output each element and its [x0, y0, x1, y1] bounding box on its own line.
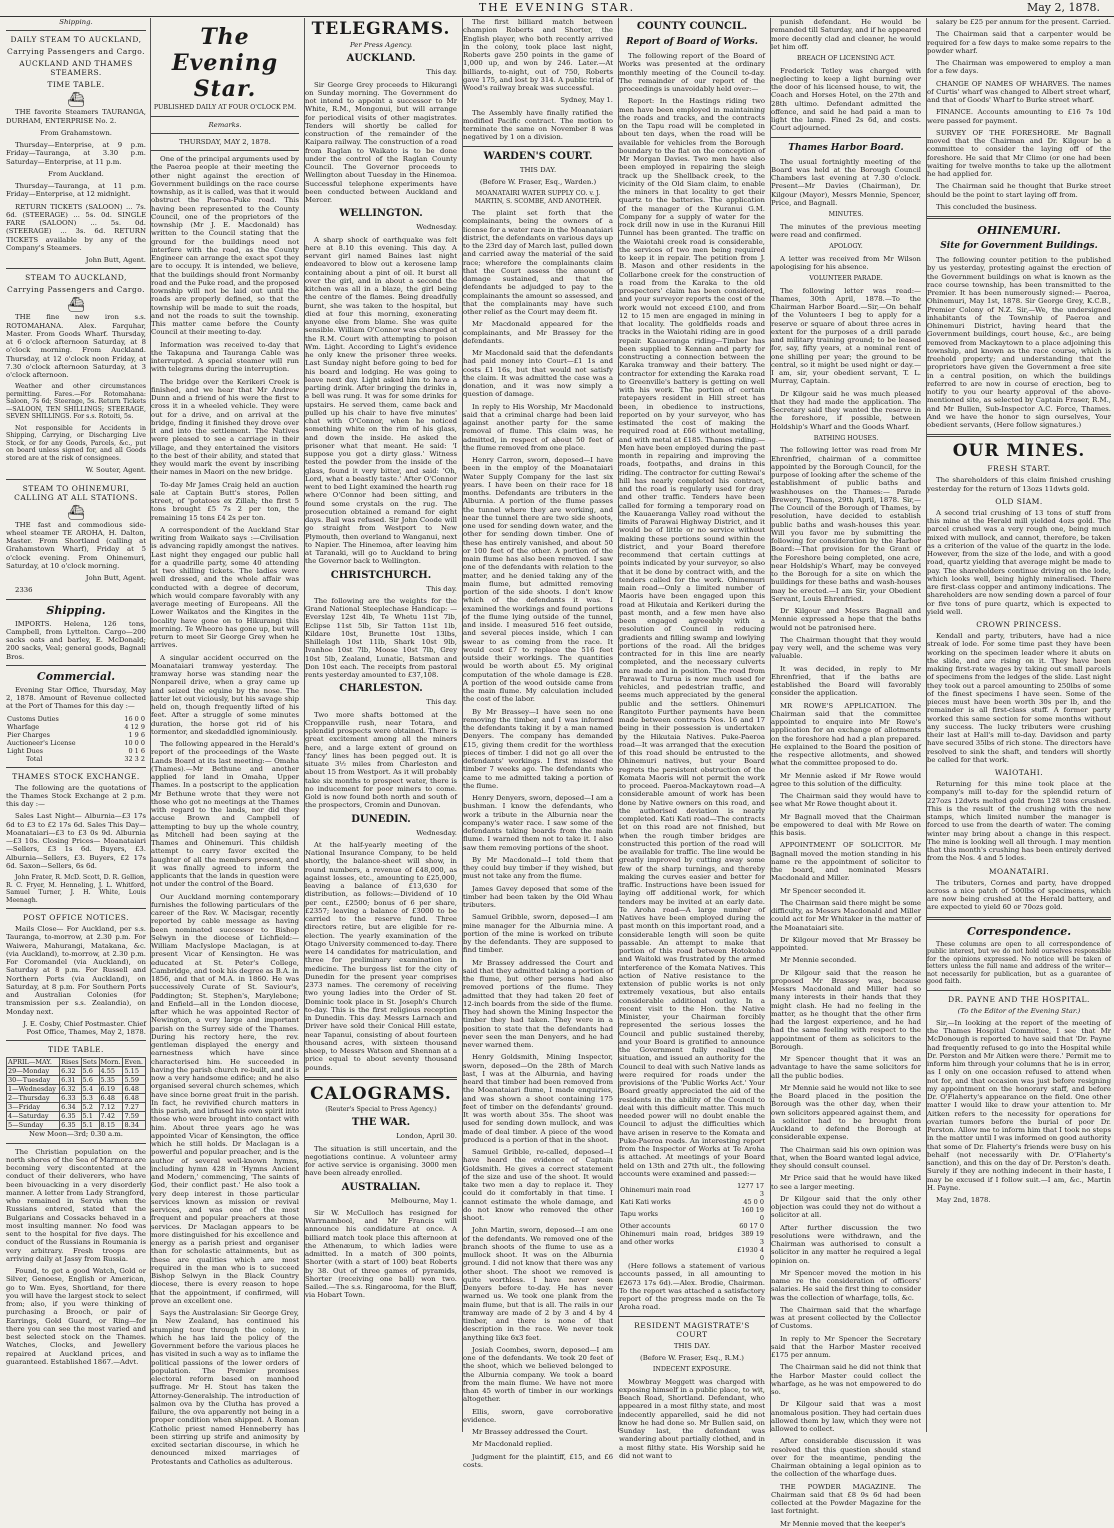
correspondence-heading: Correspondence.	[966, 924, 1072, 938]
mine-text: The shareholders of this claim finished crushing yesterday for the return of 13ozs 11dwts gold.	[927, 476, 1111, 493]
steamer-icon: ⛴	[67, 92, 85, 109]
tide-row	[7, 1085, 146, 1094]
tide-cell: 5.2	[81, 1103, 99, 1112]
page-header	[0, 0, 1114, 17]
ad3-title: STEAM TO AUCKLAND,	[25, 273, 127, 283]
sydney: Sydney, May 1.	[560, 96, 613, 105]
sites-text: The following counter petition to the published by us yesterday, protesting against the erection of the Government buildings on what is known as the race course township, has been transmitted to the Premier. It has been numerously signed:— Paeroa, Ohinemuri, May 1st, 1878. Sir George Grey, K.C.B., Premier Colony of N.Z. Sir,—We, the undersigned inhabitants of the Township of Paeroa and Ohinemuri District, having heard that the Government buildings, court house, &c., are being removed from Mackaytown to a place adjoining this township, and known as the race course, which is freehold property; and understanding that the proprietors have given the Government a free site in a central position, on which the buildings referred to are now in course of erection, beg to notify to you our hearty approval of the above-mentioned site, as selected by Captain Fraser, R.M., and Mr Bullen, Sub-Inspector A.C. Force, Thames. And we have the honor to sign ourselves, Your obedient servants, (Here follow signatures.)	[927, 256, 1111, 429]
telegram-text: The following are the weights for the Grand National Steeplechase Handicap: —Everslay 12st 4lb, Te Whetu 11st 7lb, Eclipse 11st 5lb, Sir Tatton 11st 1lb, Kildare 10st, Brunette 10st 13lbs, Shillelagh 10st 11lb, Shark 10st 9lb, Ivanhoe 10st 7lb, Moose 10st 7lb, Grey 10st 5lb, Zealand, Lunatic, Batsman and Don 10st each. The receipts from pastoral rents yesterday amounted to £37,108.	[305, 596, 457, 679]
telegram-text: At the half-yearly meeting of the National Insurance Company, to be held shortly, the balance-sheet will show, in round numbers, a revenue of £48,000, as against losses, etc., amounting to £25,000, leaving a balance of £13,630 for distribution, as follows:—Dividend of 10 per cent., £2500; bonus of 6 per share, £2357; leaving a balance of £3000 to be carried to the reserve fund. Three directors retire, but are eligible for re-election. The yearly examination of the Otago University commenced to-day. There were 14 candidates for matriculation, and three for preliminary examination in medicine. The burgess list for the city of Dunedin for the present year comprises 2373 names. The ceremony of receiving two young ladies into the Order of St. Dominic took place in St. Joseph's Church to-day. This is the first religious reception in Dunedin. This day. Messrs Larnach and Driver have sold their Conical Hill estate, near Tapanui, consisting of about fourteen thousand acres, with sixteen thousand sheep, to Messrs Watson and Shennan at a price equal to about seventy thousand pounds.	[305, 840, 457, 1072]
ad3-body: THE fine new iron s.s. ROTOMAHANA. Alex. Farquhar, Master. From Goods Wharf. Thursday, at 6 o'clock afternoon Saturday, at 8 o'clock morning. From Auckland. Thursday, at 12 o'clock noon Friday, at 7.30 o'clock afternoon Saturday, at 3 o'clock afternoon.	[6, 313, 146, 379]
leader-paragraph: The bridge over the Kerikeri Creek is finished, and we hear that Mr Andrew Dunn and a friend of his were the first to cross it in a wheeled vehicle. They were out for a drive, and on arrival at the bridge, finding it finished they drove over it and into the settlement. The Natives were pleased to see a carriage in their village, and they entertained the visitors to the best of their ability, and stated that they would mark the event by inscribing their names in Maori on the new bridge.	[151, 377, 299, 477]
header-title: THE EVENING STAR.	[478, 1, 636, 14]
council-paragraph: Report: In the Hastings riding two men have been employed in maintaining the roads and tracks, and the contracts on the Tapu road will be completed in about ten days, when the road will be available for vehicles from the Borough boundary to the flat on the conception of Mr Morgan Davies. Two men have also been employed in repairing the sleigh track up the Shellback creek, to the vicinity of the Old Siam claim, to enable the miners in that locality to get their quartz to the batteries. The application of the manager of the Kuranui G.M. Company for a supply of water for the rock drill now in use in the Kuranui Hill Tunnel has been granted. The traffic on the Waiotahi creek road is considerable, the services of two men being required to keep it in repair. The petition from J. B. Mason and other residents in the Collarbone creek for the construction of a road from the Karaka to the old prospectors' claim has been considered, and your surveyor reports the cost of the work would not exceed £100, and from 12 to 15 men are engaged in mining in that locality. The goldfields roads and tracks in the Waiotahi riding are in good repair. Kauaeranga riding—Timber has been supplied to Kennan and party for constructing a connection between the Karaka tramway and their battery. The contractor for extending the Karaka road to Greenville's battery is getting on well with his work. The portion of certain ratepayers resident in Hill street has been, in obedience to instructions, reported on by your surveyor, who has estimated the cost of making the required road at £66 without metalling, and with metal at £185. Thames riding.—Men have been employed during the past month in repairing and improving the roads, footpaths, and drains in this riding. The contractor for cutting Rewai's hill has nearly completed his contract, and the road is regularly used for dray and other traffic. Tenders have been called for forming a temporary road on the Kauaeranga Valley road without the limits of Parawai Highway District, and it would be of little or no service without making these portions sound within the district, and your Board therefore recommend that certain cuttings at points indicated by your surveyor, so also that it be done by contract with, and the tenders called for the work. Ohinemuri main road—Only a limited number of Maoris have been engaged upon this road at Hikutaia and Kerikeri during the past month, and a few men have also been engaged agreeably with a resolution of Council in reducing gradients and filling swamp and lowlying portions of the road. All the bridges contracted for in this line are nearly completed, and the necessary culverts are made and in position. The road from Parawai to Turua is now much used for vehicles, and pedestrian traffic, and seems much appreciated by the general public and the settlers. Ohinemuri Rangitoto Further payments have been made between contracts Nos. 16 and 17 being in their possession is undertaken by the Hikutaia Natives. Puke-Paeroa road—It was arranged that the execution of this road should be entrusted to the Ohinemuri natives, but your Board regrets the persistent obstruction of the Komata Maoris will not permit the work to proceed. Paeroa-Mackaytown road—A considerable amount of work has been done by Native owners on this road, and the authorised deviation is nearly completed. Kati Kati road—The contracts let on this road are not finished, but when the rough timber bridges are constructed this portion of the road will be available for traffic. The line would be greatly improved by cutting away some few of the sharp turnings, and thereby making the curves easier and better for traffic. Instructions have been issued for laying off additional work, for which tenders may be invited at an early date. Te Aroha road—A large number of Natives have been employed during the past month on this important road, and a considerable length will soon be quite passable. An attempt to make that portion of this road between Hotokoho and Waitoki was frustrated by the armed interference of the Komata Natives. This action of Native resistance to the extension of public works is not only extremely vexatious, but also entails considerable additional outlay. In a recent visit to the Hon. the Native Minister, your Chairman forcibly represented the serious losses the Council and public sustained thereby, and your Board is gratified to announce the Government fully realised the situation, and issued an authority for the Council to deal with such Native lands as were required for roads under the provisions of the 'Public Works Act.' Your Board greatly appreciated the aid of the residents in the ability of the Council to deal with this difficult matter. This much needed power will no doubt enable the Council to adjust the difficulties which have arisen in reserve to the Komata and Puke-Paeroa roads. An interesting report from the Inspector of Works at Te Aroha is attached. At meetings of your Board held on 13th and 27th ult., the following accounts were examined and passed:—	[619, 97, 765, 1178]
column-2	[150, 18, 300, 1466]
war-text: The situation is still uncertain, and the negotiations continue. A volunteer army for active service is organising. 3000 men have been already enrolled.	[305, 1144, 457, 1178]
australian-text: Sir W. McCulloch has resigned for Warrnambool, and Mr Francis will announce his candidature at once. A billiard match took place this afternoon at the Athenæum, to which ladies were admitted. In a match of 300 points, Shorter (with a start of 100) beat Roberts by 38. Out of three games of pyramids, Shorter (receiving one ball) won two. Sailed.—The s.s. Ringarooma, for the Bluff, via Hobart Town.	[305, 1208, 457, 1300]
court-paragraph: Judgment for the plaintiff, £15, and £6 costs.	[463, 1452, 613, 1469]
harbour-paragraph: Mr Mennie moved that the keeper's	[780, 1519, 906, 1528]
sites-heading: Site for Government Buildings.	[940, 241, 1098, 251]
rm-before: (Before W. Fraser, Esq., R.M.)	[640, 1353, 744, 1362]
tide-cell: 6.35	[60, 1112, 81, 1121]
tide-row	[7, 1094, 146, 1103]
tide-cell: 6.48	[123, 1094, 146, 1103]
tide-cell: 6.19	[99, 1085, 123, 1094]
minutes-text: The minutes of the previous meeting were read and confirmed.	[771, 222, 921, 239]
harbour-paragraph: The Chairman said he did not think that the Harbor Master could collect the wharfage, as he was not empowered to do so.	[771, 1363, 921, 1396]
leader-paragraphs	[151, 155, 299, 1466]
rm-heading: RESIDENT MAGISTRATE'S COURT	[634, 1320, 750, 1339]
court-paragraph: Mr Brassey addressed the Court and said that they admitted taking a portion of the flume, but other persons had also removed portions of the flume. They admitted that they had taken 20 feet of 12-inch boards from the side of the flume. They had shown the Mining Inspector the timber they had taken. They were in a position to state that the defendants had never seen the man Denyers, and he had never warned them.	[463, 958, 613, 1049]
telegram-when: This day.	[426, 68, 457, 77]
mine-name: CROWN PRINCESS.	[976, 620, 1062, 629]
post-sign: J. E. Cosby, Chief Postmaster. Chief Post Office, Thames, May 2, 1878.	[23, 1019, 146, 1036]
tide-cell: 5.3	[81, 1094, 99, 1103]
mines-list	[927, 464, 1111, 911]
council-sub: Report of Board of Works.	[626, 37, 758, 47]
accounts-table	[619, 1182, 765, 1262]
ad4-ref: 2336	[15, 586, 33, 595]
court-paragraph: Henry Denyers, sworn, deposed—I am a bushman. I know the defendants, who work a tribute in the Alburnia near the company's water race. I saw some of the defendants taking boards from the main flume. I warned them not to take it. I also saw them removing portions of the shoot.	[463, 794, 613, 852]
tide-cell: 5.1	[81, 1121, 99, 1130]
masthead: The Evening Star.	[171, 24, 279, 102]
tide-row	[7, 1076, 146, 1085]
column-4	[462, 18, 613, 1469]
harbour-paragraph: FINANCE. Accounts amounting to £16 7s 10d were passed for payment.	[927, 108, 1111, 125]
leader-paragraph: Information was received to-day that the Takapuna and Tauranga Cable was interrupted. A special steamer will run with telegrams during the interruption.	[151, 340, 299, 374]
shipping-heading: Shipping.	[46, 603, 106, 617]
court-paragraph: Mr Brassey addressed the Court.	[472, 1428, 588, 1436]
mines-heading: OUR MINES.	[952, 441, 1086, 462]
tide-col-header: Sets	[81, 1058, 99, 1067]
revenue-label: Wharfage	[7, 722, 40, 731]
apology-text: A letter was received from Mr Wilson apologising for his absence.	[771, 254, 921, 271]
tide-cell: 5—Sunday	[7, 1121, 60, 1130]
reuter-line: (Reuter's Special to Press Agency.)	[325, 1105, 437, 1113]
tide-cell: 7.42	[99, 1112, 123, 1121]
harbour-paragraphs	[771, 607, 921, 1528]
ad2-from-gh: From Grahamstown.	[40, 128, 112, 137]
wardens-day: THIS DAY.	[519, 165, 557, 174]
council-heading: COUNTY COUNCIL.	[636, 21, 748, 32]
war-heading: THE WAR.	[351, 1117, 411, 1129]
harbour-paragraph: The Chairman said his own opinion was that, when the Board wanted legal advice, they should consult counsel.	[771, 1145, 921, 1170]
revenue-row	[6, 715, 146, 723]
account-label: Kati Kati works	[620, 1198, 671, 1206]
revenue-label: Customs Duties	[7, 714, 59, 723]
court-paragraph: The plaint set forth that the complainants, being the owners of a license for a water race in the Moanataiari district, the defendants on various days up to the 23rd day of March last, pulled down and carried away the material of the said race; wherefore the complainants claim that the Court assess the amount of damage sustained, and that the defendants be adjudged to pay to the complainants the amount so assessed, and that the complainants may have such other relief as the Court may deem fit.	[463, 209, 613, 316]
account-row	[619, 1182, 765, 1198]
leader-paragraph: Says the Australasian: Sir George Grey, in New Zealand, has continued his stumping tour through the colony, in which he has laid the policy of the Government before the various places he has visited in such a way as to inflame the political passions of the lower orders of population. The Premier promises electoral reform based on manhood suffrage. Mr H. Stout has taken the Attorney-Generalship. The introduction of salmon ova by the Clutha has proved a failure, the ova apparently not being in a proper condition when shipped. A Roman Catholic priest named Henneberry has been stirring up strife and animosity by excited sectarian discourse, in which he denounced mixed marriages of Protestants and Catholics as adulterous.	[151, 1309, 299, 1466]
court-paragraph: Henry Carron, sworn, deposed—I have been in the employ of the Moanataiari Water Supply Company for the last six years. I have been on their race for 18 months. Defendants are tributers in the Alburnia. A portion of the flume passes the tunnel where they are working, and near the tunnel there are two side shoots, one used for sending down water, and the other for sending down timber. One of these has entirely vanished, and about 50 or 100 feet of the other. A portion of the main flume has also been removed. I saw one of the defendants with relation to the matter, and he denied taking any of the main flume, but admitted removing portion of the side shoots. I don't know which of the defendants it was. I examined the workings and found portions of the flume lying outside of the tunnel, and inside. I measured 516 feet outside, and several pieces inside, which I can swear to as coming from the race. It would cost £7 to replace the 516 feet outside their workings. The quantities would be worth about £5. My original computation of the whole damage is £28. A portion of the wood outside came from the main flume. My calculation included the cost of the labor.	[463, 456, 613, 704]
harbour-paragraph: Mr Mennie said he would not like to see the Board placed in the position the Borough was the other day, when their own solicitors appeared against them, and a solicitor had to be brought from Auckland to defend the Borough at considerable expense.	[771, 1083, 921, 1142]
australian-heading: AUSTRALIAN.	[341, 1181, 421, 1193]
published-line: PUBLISHED DAILY AT FOUR O'CLOCK P.M.	[153, 104, 297, 111]
parade-heading: VOLUNTEER PARADE.	[809, 275, 883, 282]
leader-paragraph: To-day Mr James Craig held an auction sale at Captain Butt's stores, Pollen street, of 'potatoes ex Zillah; the first 5 tons brought £5 7s 2 per ton, the remaining 15 tons £4 2s per ton.	[151, 480, 299, 522]
tide-cell: 5.35	[99, 1076, 123, 1085]
steamer-icon: ⛴	[67, 297, 85, 314]
court-paragraph: Samuel Gribble, re-called, deposed—I have heard the evidence of Captain Goldsmith. He gives a correct statement of the size and use of the shoot. It would take two men a day to replace it. They could do it comfortably in that time. I cannot estimate the whole damage, and do not know who removed the other shoot.	[463, 1148, 613, 1222]
court-paragraph: Josiah Coombes, sworn, deposed—I am one of the defendants. We took 20 feet of the shoot, which we believed belonged to the Alburnia company. We took a board from the main flume. We have not more than 45 worth of timber in our workings altogether.	[463, 1345, 613, 1404]
court-paragraph: In reply to His Worship, Mr Macdonald said that a criminal charge had been laid against another party for the same removal of flume. This claim was, he admitted, in respect of about 50 feet of the flume removed from one place.	[463, 402, 613, 452]
tide-cell: 6.48	[99, 1094, 123, 1103]
ad3-sub: Carrying Passengers and Cargo.	[6, 285, 146, 295]
tide-cell: 5.4	[81, 1085, 99, 1094]
exchange-sales: Sales Last Night— Alburnia—£3 17s 6d to £3 to £2 17s 6d. Sales This Day— Moanataiari—£3 to £3 0s 9d. Alburnia—£3 10s. Closing Prices— Moanataiari—Sellers, £3 1s 6d. Buyers, £3. Alburnia—Sellers, £3. Buyers, £2 17s 6d. Saxon—Sellers, 6s 6d.	[6, 812, 146, 870]
letter-date: May 2nd, 1878.	[936, 1196, 991, 1204]
court-paragraph: Henry Goldsmith, Mining Inspector, sworn, deposed—On the 28th of March last, I was at the Alburnia, and having heard that timber had been removed from the Moanataiari flume, I made enquiries, and was shown a shoot containing 175 feet of timber on the defendants' ground. It was worth about 35s. The shoot was used for sending down mullock, and was made of deal timber. A piece of the wood produced is a portion of that in the shoot.	[463, 1053, 613, 1144]
harbour-paragraph: Dr Kilgour said that the reason he proposed Mr Brassey was, because Messrs Macdonald and Miller had so many interests in their hands that they might clash. He had no feeling in the matter, as he thought that the other firm had the largest experience, and he had had the same feeling with respect to the appointment of them as solicitors to the Borough.	[771, 968, 921, 1051]
column-6	[770, 18, 922, 1528]
harbour-paragraph: In reply to Mr Spencer the Secretary said that the Harbor Master received £175 per annum.	[771, 1334, 921, 1359]
ohinemuri-heading: OHINEMURI.	[977, 224, 1061, 237]
tide-cell: 6.35	[60, 1121, 81, 1130]
moon: New Moon—3rd; 0.30 a.m.	[28, 1130, 124, 1139]
telegram-place: AUCKLAND.	[346, 53, 416, 65]
found-advert: Found, to get a good Watch, Gold or Silver, Genoese, English or American, go to Wm. Eyes, Shortland, for there you will have the largest stock to select from; also, if you were thinking of purchasing a Brooch, or pair of Earrings, Gold Guard, or Ring—for there you can see the most varied and best selected stock on the Thames. Watches, Clocks, and Jewellery repaired at Auckland prices, and guaranteed. Established 1867.—Advt.	[6, 1267, 146, 1366]
telegram-place: CHARLESTON.	[339, 683, 423, 695]
tide-cell: 29—Monday	[7, 1067, 60, 1076]
ad3-agent: W. Souter, Agent.	[85, 466, 146, 475]
revenue-label: Light Dues	[7, 746, 44, 755]
harbour-paragraph: The Chairman said that a carpenter would be required for a few days to make some repairs to the powder wharf.	[927, 30, 1111, 55]
ad3-note: Weather and other circumstances permitting. Fares.—For Rotomahana: Saloon, 7s 6d; Steerage, 5s. Return Tickets—SALOON, TEN SHILLINGS; STEERAGE, SEVEN SHILLINGS. For s.s. Rotoiti, 5s.	[6, 383, 146, 421]
harbour-paragraph: Mr Spencer thought that it was an advantage to have the same solicitors for all the public bodies.	[771, 1055, 921, 1080]
parade-reply: Dr Kilgour said he was much pleased that they had made the application. The Secretary said they wanted the reserve in the foreshore, if possible, between Holdship's Wharf and the Goods Wharf.	[771, 389, 921, 431]
harbour-paragraph: Dr Kilgour and Messrs Bagnall and Mennie expressed a hope that the baths would not be patronised here.	[771, 607, 921, 632]
mine-text: Returning for this mine took place at the company's mill to-day for the splendid return of 227ozs 12dwts melted gold from 128 tons crushed. This is the result of the crushing with the new stamps, which limited number the manager is forced to use from the dearth of water. The coming winter may bring about a change in this respect. The mine is looking well all through. I may mention that this month's crushing has been entirely derived from the Nos. 4 and 5 lodes.	[927, 780, 1111, 863]
tide-cell: 3—Friday	[7, 1103, 60, 1112]
account-value: 45 0 0	[743, 1198, 764, 1206]
tide-row	[7, 1103, 146, 1112]
intro: The first billiard match between champion Roberts and Shorter, the English player, who both recently arrived in the colony, took place last night, Roberts gave 250 points in the game of 1,000 up, and won by 246. Later.—At billiards, to-night, out of 750, Roberts gave 175, and lost by 314. A public trial of Wood's railway break was successful.	[463, 18, 613, 92]
court-paragraph: Mr Macdonald said that the defendants had paid money into Court—£1 1s and costs £1 16s, but that would not satisfy the claim. It was admitted the case was a donation, and it was now simply a question of damage.	[463, 349, 613, 399]
harbour-paragraph: The Chairman said there might be some difficulty, as Messrs Macdonald and Miller could act for Mr Whitaker in the matter of the Moanataiari site.	[771, 898, 921, 932]
mine-name: MOANATAIRI.	[988, 866, 1050, 876]
account-row	[619, 1198, 765, 1206]
account-row	[619, 1206, 765, 1222]
ad2-agent: John Butt, Agent.	[85, 256, 146, 264]
leader-paragraph: Our Auckland morning contemporary furnishes the following particulars of the career of the Rev. W. Macisgar, recently reported by cable message as having been nominated successor to Bishop Selwyn in the diocese of Lichfield:— William MacIyslope Maclagan, is at present Vicar of Kensington. He was educated at St. Peter's College, Cambridge, and took his degree as B.A. in 1856, and that of M.A. in 1860. He was successively Curate of St. Saviour's, Paddington; St. Stephen's, Marylebone; and Enfield—all in the London diocese, after which he was appointed Rector of Newington, a very large and important parish on the Surrey side of the Thames. During his rectory here, the rev. gentleman displayed the energy and earnestness which have since characterised him. He succeeded in having the parish church re-built, and it is now a very handsome edifice; and he also organised several church schemes, which have since borne great fruit in the parish. In fact, he revivified church matters in this parish, and infused his own spirit into those who were brought into contact with him. About three years ago he was appointed Vicar of Kensington, the office which he still holds. Dr Maclagan is a powerful and popular preacher, and is the author of several well-known hymns, including hymn 428 in 'Hymns Ancient and Modern,' commencing, 'The saints of God, their conflict past.' He also took a very deep interest in those particular services known as mission or revival services, and was one of the most frequent and popular preachers at those services. Dr Maclagan appears to be more distinguished for his excellence and energy as a parish priest and organiser than for scholastic attainments, but as these are qualities which are most required in the man who is to succeed Bishop Selwyn in the Black Country diocese, there is every reason to hope that the appointment, if confirmed, will prove an excellent one.	[151, 892, 300, 1305]
tide-cell: 5.59	[123, 1076, 146, 1085]
ad4-agent: John Butt, Agent.	[85, 574, 146, 582]
revenue-value: 10 0 0	[124, 738, 145, 747]
ad1-sub: Carrying Passengers and Cargo.	[6, 47, 146, 57]
harbour-paragraph: After further discussion the two resolutions were withdrawn, and the Chairman was authorised to consult a solicitor in any matter he required a legal opinion on.	[771, 1223, 921, 1265]
tide-cell: 2—Thursday	[7, 1094, 60, 1103]
tide-cell: 6.32	[60, 1067, 81, 1076]
tide-cell: 6.31	[60, 1076, 81, 1085]
remarks: Remarks.	[208, 120, 242, 129]
harbour-paragraph: The Chairman was empowered to employ a man for a few days.	[927, 59, 1111, 76]
ad4-title: STEAM TO OHINEMURI, CALLING AT ALL STATIONS.	[14, 483, 138, 502]
war-when: London, April 30.	[396, 1132, 457, 1141]
revenue-row	[6, 723, 146, 731]
australian-when: Melbourne, May 1.	[390, 1196, 457, 1205]
account-value: 389 19 3	[741, 1230, 764, 1246]
harbour-heading: Thames Harbor Board.	[788, 142, 904, 153]
mine-text: A second trial crushing of 13 tons of stuff from this mine at the Herald mill yielded 4ozs gold. The parcel crushed was a very rough one, being much mixed with mullock, and cannot, therefore, be taken as a criterion of the value of the quartz in the lode. However, from the size of the lode, and with a good road, quartz yielding that average might be made to pay. The shareholders continue driving on the lode, which looks well, being highly mineralised. There are first-class copper and antimony indications. The shareholders are now sending down a parcel of four or five tons of pure quartz, which is expected to yield well.	[927, 508, 1111, 616]
wardens-heading: WARDEN'S COURT.	[483, 150, 593, 162]
tide-col-header: APRIL—MAY.	[7, 1058, 60, 1067]
account-label: Other accounts	[620, 1222, 671, 1230]
harbour-paragraph: Mr Spencer seconded it.	[780, 886, 866, 895]
rm-text: Mowbray Meggett was charged with exposing himself in a public place, to wit, Beach Road, Shortland. Defendant, who appeared in a most filthy state, and most indecently apparelled, said he did not know he had done so. Mr Bullen said, on Sunday last, the defendant was wandering about partially clothed, and in a most filthy state. His Worship said he did not want to	[619, 1377, 765, 1460]
breach-text: Frederick Tetley was charged with neglecting to keep a light burning over the door of his licensed house, to wit, the Coach and Horses Hotel, on the 27th and 28th ultimo. Defendant admitted the offence, and said he had paid a man to light the lamp. Fined 2s 6d, and costs. Court adjourned.	[771, 66, 921, 133]
account-value: 60 17 0	[739, 1222, 764, 1230]
imports: IMPORTS. Helena, 126 tons, Campbell, from Lyttelton. Cargo—200 sacks oats and barley, E. McDonald; 200 sacks, Veal; general goods, Bagnall Bros.	[6, 619, 146, 661]
leader-paragraph: A correspondent of the Auckland Star writing from Waikato says :—Civilisation is advancing rapidly amongst the natives. Last night they engaged our public hall for a quadrille party, some 40 attending at two shilling tickets. The ladies were well dressed, and the whole affair was conducted with a degree of decorum, which would compare favorably with any average meeting of Europeans. All the Lower Waikatos and the Kingites in the locality have gone on to Hikurangi this morning. Te Wheoro has gone up, but will return to meet Sir George Grey when he arrives.	[151, 525, 299, 650]
telegram-text: A sharp shock of earthquake was felt here at 8.10 this evening. This day. A servant girl named Baines last night endeavored to blow out a kerosene lamp containing about a pint of oil. It burst all over the girl, and in about a second the kitchen was all in a blaze, the girl being the centre of the flames. Being dreadfully burnt, she was taken to the hospital, but died at four this morning, exonerating anyone else from blame. She was quite sensible. William O'Connor was charged at the R.M. Court with attempting to poison Wm. Light. According to Light's evidence he only knew the prisoner three weeks. Last Sunday night before going to bed for his board and lodging. He was going to leave next day. Light asked him to have a parting drink. After bringing the drinks in, a bell was rung. It was for some drinks for upstairs. He served them, came back and pulled up his chair to have five minutes' chat with O'Connor, when he noticed something white on the rim of his glass, and down the inside. He asked the prisoner what that meant. He said: 'I suppose you got a dirty glass.' Witness tested the powder from the inside of the glass, found it very bitter, and said: 'Oh, Lord, what a beastly taste.' After O'Connor went to bed Light examined the hearth rug where O'Connor had been sitting, and found some crystals on the rug. The prosecution obtained a remand for eight days. Bail was refused. Sir John Coode will go straight from Westport to New Plymouth, then overland to Wanganui, next to Napier. The Hinemoa, after leaving him at Taranaki, will go to Auckland to bring the Governor back to Wellington.	[305, 235, 457, 566]
tide-cell: 7.12	[99, 1103, 123, 1112]
sydney-text: The Assembly have finally ratified the modified Pacific contract. The motion to terminate the same on November 8 was negatived by 1 on a division.	[463, 108, 613, 142]
tide-cell: 5.6	[81, 1076, 99, 1085]
accounts-total: £1930 4 0	[737, 1246, 764, 1262]
tide-cell: 30—Tuesday	[7, 1076, 60, 1085]
ad2-fares: RETURN TICKETS (SALOON) ... 7s. 6d. (STEERAGE) ... 5s. 0d. SINGLE FARE (SALOON) ... 5s. 0d. (STEERAGE) ... 3s. 6d. RETURN TICKETS available by any of the Company's Steamers.	[6, 202, 146, 252]
telegram-text: Two more shafts bottomed at the Croppanville rush, near Totara, and splendid prospects were obtained. There is great excitement among all the miners here, and a large extent of ground on 'fancy' lines has been pegged out. It is situate 3½ miles from Charleston and about 15 from Westport. As it will probably take six months to prospect water, there is no inducement for poor miners to come. Gold is now found both north and south of the prospectors, Cromin and Dunovan.	[305, 710, 457, 810]
telegram-when: Wednesday.	[416, 828, 457, 837]
correspondence-note: These columns are open to all correspondence of public interest, but we do not hold ourselves responsible for the opinions expressed. No notice will be taken of letters unless the full name and address of the writer—not necessarily for publication, but as a guarantee of good faith.	[927, 940, 1111, 985]
harbour-continued	[927, 18, 1111, 211]
tide-cell: 5.1	[81, 1112, 99, 1121]
apology-heading: APOLOGY.	[829, 243, 863, 250]
court-paragraph: John Martin, sworn, deposed—I am one of the defendants. We removed one of the branch shoots of the flume to use as a mullock shoot. It was on the Alburnia ground. I did not know that there was any other shoot. The shoot we removed is quite worthless. I have never seen Denyers before to-day. He has never warned us. We took one plank from the main flume, but that is all. The rails in our tramway are made of 2 by 3 and 4 by 4 timber, and there is none of that description in the race. We never took anything like 6x3 feet.	[463, 1226, 613, 1342]
telegram-when: This day.	[426, 584, 457, 593]
tide-cell: 4.55	[99, 1067, 123, 1076]
article: The Christian population on the north shores of the Sea of Marmora are becoming very discontented at the conduct of their deliverers, who have been bivouacking in a very disorderly manner. A letter from Lady Strangford, who remained in Servia when the Russians entered, stated that the Bulgarians and Cossacks behaved in a most insulting manner. No food was sent to the hospital for five days. The conduct of the Russians in Roumania is very arbitrary. Fresh troops are arriving daily at Jassy from Russia.	[6, 1147, 146, 1263]
revenue-value: 0 1 6	[128, 746, 145, 755]
harbour-paragraph: The Chairman thought that they would pay very well, and the scheme was very valuable.	[771, 635, 921, 661]
telegrams-heading: TELEGRAMS.	[311, 19, 451, 39]
commercial-heading: Commercial.	[36, 669, 116, 683]
tide-row	[7, 1112, 146, 1121]
revenue-value: 1 9 6	[128, 730, 145, 739]
account-label: Ohinemuri main road	[620, 1186, 691, 1194]
account-value: 160 19 0	[741, 1206, 764, 1222]
ad3-liability: Not responsible for Accidents in Shipping, Carrying, or Discharging Live Stock, or for any Goods, Parcels, &c., put on board unless signed for, and all Goods stored are at the risk of consignees.	[6, 424, 146, 462]
tide-heading: TIDE TABLE.	[48, 1045, 104, 1055]
court-paragraph: James Gavey deposed that some of the timber had been taken by the Old Whau tributers.	[463, 884, 613, 909]
revenue-value: 16 0 0	[124, 714, 145, 723]
ad2-title: AUCKLAND AND THAMES STEAMERS.	[19, 59, 133, 78]
council-paragraphs	[619, 52, 765, 1178]
harbour-paragraph: This concluded the business.	[936, 202, 1037, 211]
column-1	[6, 18, 146, 1432]
tide-cell: 1—Wednesday	[7, 1085, 60, 1094]
council-paragraph: The following report of the Board of Works was presented at the ordinary monthly meeting of the Council to-day. The remainder of our report of the proceedings is unavoidably held over:—	[619, 52, 765, 93]
parade-text: The following letter was read:— Thames, 30th April, 1878.—To the Chairman Harbor Board.—Sir,—On behalf of the Volunteers I beg to apply for a reserve or square of about three acres in extent for the purposes of a drill parade and military training ground; to be leased for, say, fifty years, at a nominal rent of one shilling per year; the ground to be central, so it might be used night or day.—I am, sir, your obedient servant, T. L. Murray, Captain.	[771, 286, 921, 386]
harbour-text: The usual fortnightly meeting of the Board was held at the Borough Council Chambers last evening at 7.30 o'clock. Present—Mr Davies (Chairman), Dr. Kilgour (Mayor), Messrs Mennie, Spencer, Price, and Bagnall.	[771, 157, 921, 207]
account-row	[619, 1230, 765, 1246]
commercial-intro: Evening Star Office, Thursday, May 2, 1878. Amount of Revenue collected at the Port of Thames for this day :—	[6, 685, 146, 711]
court-paragraph: By Mr Macdonald—I told them that they could buy timber if they wished, but must not take any from the flume.	[463, 855, 613, 881]
harbour-paragraph: THE POWDER MAGAZINE. The Chairman said that £8 9s 6d had been collected at the Powder Magazine for the last fortnight.	[771, 1482, 921, 1516]
tide-row	[7, 1067, 146, 1076]
press-agency: Per Press Agency.	[349, 41, 413, 49]
tide-cell: 7.59	[123, 1112, 146, 1121]
after-accounts: (Here follows a statement of various accounts passed, in all amounting to £2673 17s 6d).—Alex. Brodie, Chairman. To the report was attached a satisfactory report of the progress made on the Te Aroha road.	[619, 1262, 765, 1312]
mine-text: Kendall and party, tributers, have had a nice streak of lode. For some time past they have been working on the specimen leader where it abuts on the slide, and are rising on it. They have been making first-rate wages by taking out small parcels of specimens from the ledges of the slide. Last night they took out a parcel amounting to 250lbs of some of the finest specimens I have seen. Some of the pieces must have been worth 30s per lb, and the remainder is all first-class stuff. A former party worked this same section for some months without any success. The lucky tributers were crushing their last at Hall's mill to-day. Davidson and party have secured 35lbs of rich stone. The directors have resolved to sink the shaft, and tenders will shortly be called for that work.	[927, 632, 1111, 764]
mine-name: WAIOTAHI.	[994, 768, 1044, 777]
ad2-from-auck: From Auckland.	[48, 169, 104, 178]
harbour-paragraph: CHANGE OF NAMES OF WHARVES. The names of Curtis' wharf was changed to Albert street wharf, and that of Goods' Wharf to Burke street wharf.	[927, 79, 1111, 104]
court-paragraph: By Mr Brassey—I have seen no one removing the timber, and I was informed the defendants taking it by a man named Denyers. The company has demanded £15, giving them credit for the worthless pieces of timber. I did not go all over the defendants' workings. I first missed the timber 7 weeks ago. The defendants who came to me admitted taking a portion of the flume.	[463, 707, 613, 790]
col6-top: punish defendant. He would be remanded till Saturday, and if he appeared more decently clad and cleaner, he would let him off.	[771, 18, 922, 51]
ad1-title: DAILY STEAM TO AUCKLAND,	[10, 35, 142, 45]
telegram-place: WELLINGTON.	[339, 208, 423, 220]
mine-name: FRESH START.	[987, 464, 1051, 474]
harbour-paragraph: It was decided, in reply to Mr Ehrenfried, that if the baths are established the Board will favorably consider the application.	[771, 664, 921, 698]
harbour-paragraph: Mr Price said that he would have liked to see a larger meeting.	[771, 1174, 921, 1191]
leader-paragraph: The following appeared in the Herald's report of the proceedings of the Waste Lands Board at its last meeting:— Omaha (Thames).—Mr Bethune and another applied for land in Omaha, Upper Thames. In a postscript to the application Mr Bethune wrote that they were not those who got no meetings at the Thames with regard to the lands, nor did they accuse Brown and Campbell of attempting to buy up the whole country, as Mitchell had been saying at the Thames and Ohinemuri. This childish attempt to carry favor excited the laughter of all the members present, and it was finally agreed to inform the applicants that the lands in question were not under the control of the Board.	[151, 740, 299, 889]
mine-name: OLD SIAM.	[995, 496, 1043, 506]
leader-paragraph: One of the principal arguments used by the Paeroa people at their meeting the other night against the erection of Government buildings on the race course township, as it is called, was that it would obstruct the Paeroa-Puke road. This having been represented to the County Council, one of the proprietors of the township (Mr J. E. Macdonald) has written to the Council stating that the ground for the buildings need not interfere with the road, as the County Engineer can arrange the exact spot they are to occupy. It is intended, we believe, that the buildings should front Normanby road and the Puke road, and the proposed township will not be laid out until the roads are properly defined, so that the township will be made to suit the roads, and not the roads to suit the township. This matter came before the County Council at their meeting to-day.	[151, 155, 299, 337]
telegram-when: Wednesday.	[416, 223, 457, 232]
column-7	[926, 18, 1111, 1432]
issue-date: THURSDAY, MAY 2, 1878.	[179, 137, 271, 146]
tide-row	[7, 1121, 146, 1130]
tide-cell: 8.34	[123, 1121, 146, 1130]
harbour-paragraph: Mr Mennie seconded.	[780, 956, 857, 965]
harbour-paragraph: Mr Spencer moved the motion in his name re the consideration of officers' salaries. He said the first thing to consider was the collection of wharfage, tolls, &c.	[771, 1268, 921, 1302]
post-body: Mails Close— For Auckland, per s.s. Tauranga, to-morrow, at 2.30 p.m. For Waiwera, Mahurangi, Matakana, &c. (via Auckland), to-morrow, at 2.30 p.m. For Coromandel (via Auckland), on Saturday at 8 p.m. For Russell and Northern Ports (via Auckland), on Saturday, at 8 p.m. For Southern Ports and Australian Colonies (for transmission per s.s. Zealandia), on Monday next.	[6, 925, 146, 1016]
breach-heading: BREACH OF LICENSING ACT.	[797, 55, 895, 62]
harbour-paragraph: salary be £25 per annum for the present. Carried.	[936, 18, 1111, 26]
revenue-row	[6, 747, 146, 755]
letter-heading: DR. PAYNE AND THE HOSPITAL.	[948, 994, 1090, 1004]
tide-cell: 6.48	[123, 1085, 146, 1094]
court-paragraph: Mr Macdonald appeared for the complainants, and Mr Brassey for the defendants.	[463, 320, 613, 345]
revenue-total: Total 32 3 2	[26, 754, 145, 763]
brokers: John Frater, R. McD. Scott, D. R. Gellion, R. C. Fryer, M. Henneling, J. L. Whitford, Samuel Turner, J. H. White, Louis Meenagh.	[6, 874, 146, 904]
bathing-text: The following letter was read from Mr Ehrenfried, chairman of a committee appointed by the Borough Council, for the purpose of looking after the scheme of the establishment of public baths and washhouses on the Thames:— Parade Brewery, Thames, 29th April, 1878. Sir,—The Council of the Borough of Thames, by resolution, have decided to establish public baths and wash-houses this year. Will you favor me by submitting the following for consideration by the Harbor Board:—That provision for the Grant of the Foreshore being completed, one acre, near Holdship's Wharf, may be conveyed to the Borough for a site on which the buildings for these baths and wash-houses may be erected.—I am Sir, your Obedient Servant, Louis Ehrenfried.	[771, 446, 921, 603]
ad2-body: THE favorite Steamers TAURANGA, DURHAM, ENTERPRISE No. 2.	[6, 108, 146, 125]
ad4-body: THE fast and commodious side-wheel steamer TE AROHA, H. Dalton, Master. From Shortland (calling at Grahamstown Wharf), Friday at 5 o'clock evening. From Ohinemuri, Saturday, at 10 o'clock morning.	[6, 520, 146, 570]
wardens-before: (Before W. Fraser, Esq., Warden.)	[479, 177, 597, 186]
tide-cell: 5.6	[81, 1067, 99, 1076]
revenue-table	[6, 715, 146, 763]
court-paragraphs	[463, 209, 613, 1469]
tide-col-header: Even.	[123, 1058, 146, 1067]
case-title: MOANATAIRI WATER SUPPLY CO. v. J. MARTIN, S. SCOMBE, AND ANOTHER.	[474, 190, 602, 205]
court-paragraph: Ellis, sworn, gave corroborative evidence.	[463, 1407, 613, 1424]
telegram-place: CHRISTCHURCH.	[330, 569, 432, 581]
leader-paragraph: A singular accident occurred on the Moanataiari tramway yesterday. The tramway horse was standing near the Nonpareil drive, when a gray came up and seized the equine by the nose. The latter let out viciously, but his savage ship held on, though frequently lifted of his feet. After a struggle of some minutes duration, the horse got rid of his tormentor, and skedaddled ignominiously.	[151, 653, 299, 736]
harbour-paragraph: APPOINTMENT OF SOLICITOR. Mr Bagnall moved the motion standing in his name re the appointment of solicitor to the board, and nominated Messrs Macdonald and Miller.	[771, 841, 921, 883]
revenue-value: 4 12 9	[124, 722, 145, 731]
letter-to: (To the Editor of the Evening Star.)	[957, 1006, 1081, 1015]
tide-cell: 5.15	[123, 1067, 146, 1076]
harbour-paragraph: The Chairman said they would have to see what Mr Rowe thought about it.	[771, 792, 921, 809]
revenue-label: Auctioneer's License	[7, 738, 76, 747]
harbour-paragraph: The Chairman said that the wharfage was at present collected by the Collector of Customs.	[771, 1305, 921, 1331]
harbour-paragraph: Dr Kilgour said that the only other objection was could they not do without a solicitor at all.	[771, 1194, 921, 1220]
court-paragraph: Samuel Gribble, sworn, deposed—I am mine manager for the Alburnia mine. A portion of the mine is worked on tribute by the defendants. They are supposed to find timber.	[463, 913, 613, 955]
shipping-label: Shipping.	[59, 18, 93, 26]
telegram-blocks	[305, 53, 457, 1072]
tide-table	[6, 1057, 146, 1130]
account-label: Tapu works	[620, 1210, 658, 1218]
ad2-sched1: Thursday—Enterprise, at 9 p.m. Friday—Tauranga, at 3.30 p.m. Saturday—Enterprise, at 11 p.m.	[6, 141, 146, 166]
rm-day: THIS DAY.	[673, 1341, 711, 1350]
tide-cell: 4—Saturday	[7, 1112, 60, 1121]
harbour-paragraph: Mr Mennie asked if Mr Rowe would agree to this solution of the difficulty.	[771, 771, 921, 788]
harbour-paragraph: SURVEY OF THE FORESHORE. Mr Bagnall moved that the Chairman and Dr. Kilgour be a committee to consider the laying off of the foreshore. He said that Mr Climo (or one had been waiting for twelve months to take up the allotment he had applied for.	[927, 128, 1111, 178]
tide-cell: 6.33	[60, 1094, 81, 1103]
tide-col-header: Morn.	[99, 1058, 123, 1067]
mine-text: The tributers, Cornes and party, have dropped across a nice patch of 500lbs of specimens, which are now being crushed at the Herald battery, and are expected to yield 60 or 70ozs gold.	[927, 878, 1111, 912]
letter-text: Sir,—In looking at the report of the meeting of the Thames Hospital Committee, I see that Mr McDonough is reported to have said that 'Dr. Payne had frequently refused to go into the Hospital while Dr. Perston and Mr Aitken were there.' Permit me to inform him through your columns that he is in error, as I only on one occasion refused to attend when not for, and that occasion was just before resigning my appointment on the honorary staff, and before Dr. O'Flaherty's appearance on the field. One other matter I would like to draw your attention to. Mr Aitken refers to the necessity for operations for ovarian tumors before the burial of poor Dr. Perston. Allow me to inform him that I took no steps in the matter until I was informed on good authority that some of Dr. Flaherty's friends were busy on his behalf (not necessarily with Dr. O'Flaherty's sanction), and this on the day of Dr. Perston's death. Surely if they are nothing indecent in their haste, I may be excused if I follow suit.—I am, &c., Martin H. Payne.	[927, 1018, 1111, 1192]
steamer-icon: ⛴	[67, 504, 85, 521]
exchange-body: The following are the quotations of the Thames Stock Exchange at 2 p.m. this day :—	[6, 783, 146, 808]
column-5	[618, 18, 765, 1460]
column-3	[304, 18, 457, 1432]
header-date: May 2, 1878.	[1026, 1, 1100, 14]
tide-cell: 6.34	[60, 1103, 81, 1112]
calograms-heading: CALOGRAMS.	[310, 1083, 452, 1104]
tide-col-header: Rises	[60, 1058, 81, 1067]
harbour-paragraph: The Chairman said he thought that Burke street should be the point to start laying off from.	[927, 182, 1111, 199]
revenue-row	[6, 731, 146, 739]
ad2-sched2: Thursday—Tauranga, at 11 p.m. Friday—Enterprise, at 12 midnight.	[6, 182, 146, 199]
tide-cell: 7.27	[123, 1103, 146, 1112]
exchange-heading: THAMES STOCK EXCHANGE.	[12, 771, 140, 781]
tide-cell: 8.15	[99, 1121, 123, 1130]
harbour-paragraph: Dr Kilgour said that was a most anomalous position. They had certain dues allowed them by law, which they were not allowed to collect.	[771, 1400, 921, 1433]
minutes-heading: MINUTES.	[828, 211, 864, 218]
tide-cell: 6.32	[60, 1085, 81, 1094]
post-heading: POST OFFICE NOTICES.	[23, 913, 129, 922]
revenue-row	[6, 739, 146, 747]
telegram-when: This day.	[426, 698, 457, 707]
account-label: Ohinemuri main road, bridges and other works	[620, 1230, 734, 1246]
harbour-paragraph: Mr Bagnall moved that the Chairman be empowered to deal with Mr Rowe on this basis.	[771, 812, 921, 837]
rm-case: INDECENT EXPOSURE.	[652, 1366, 732, 1373]
telegram-text: Sir George Grey proceeds to Hikurangi on Sunday morning. The Government do not intend to appoint a successor to Mr White, R.M., Mongonui, but will arrange for periodical visits of other magistrates. Tenders will shortly be called for construction of the remainder of the Kaipara railway. The construction of a road from Raglan to Waikato is to be done under the control of the Raglan County Council. The Governor proceeds to Wellington about Tuesday in the Hinemoa. Successful telephone experiments have been conducted between Auckland and Mercer.	[305, 80, 457, 204]
ad2-sub: TIME TABLE.	[47, 80, 105, 90]
harbour-paragraph: MR ROWE'S APPLICATION. The Chairman said that the committee appointed to enquire into Mr Rowe's application for an exchange of allotments on the foreshore had had a plan prepared. He explained to the Board the position of the respective allotments, and showed what the committee proposed to do.	[771, 701, 921, 768]
court-paragraph: Mr Macdonald replied.	[472, 1440, 553, 1449]
account-row	[619, 1222, 765, 1230]
bathing-heading: BATHING HOUSES.	[813, 434, 879, 442]
harbour-paragraph: After considerable discussion it was resolved that this question should stand over for the meantime, pending the Chairman obtaining a legal opinion as to the collection of the wharfage dues.	[771, 1437, 921, 1479]
harbour-paragraph: Dr Kilgour moved that Mr Brassey be appointed.	[771, 935, 921, 952]
revenue-label: Pier Charges	[7, 730, 50, 739]
account-value: 1277 17 3	[737, 1182, 764, 1198]
telegram-place: DUNEDIN.	[351, 813, 411, 825]
